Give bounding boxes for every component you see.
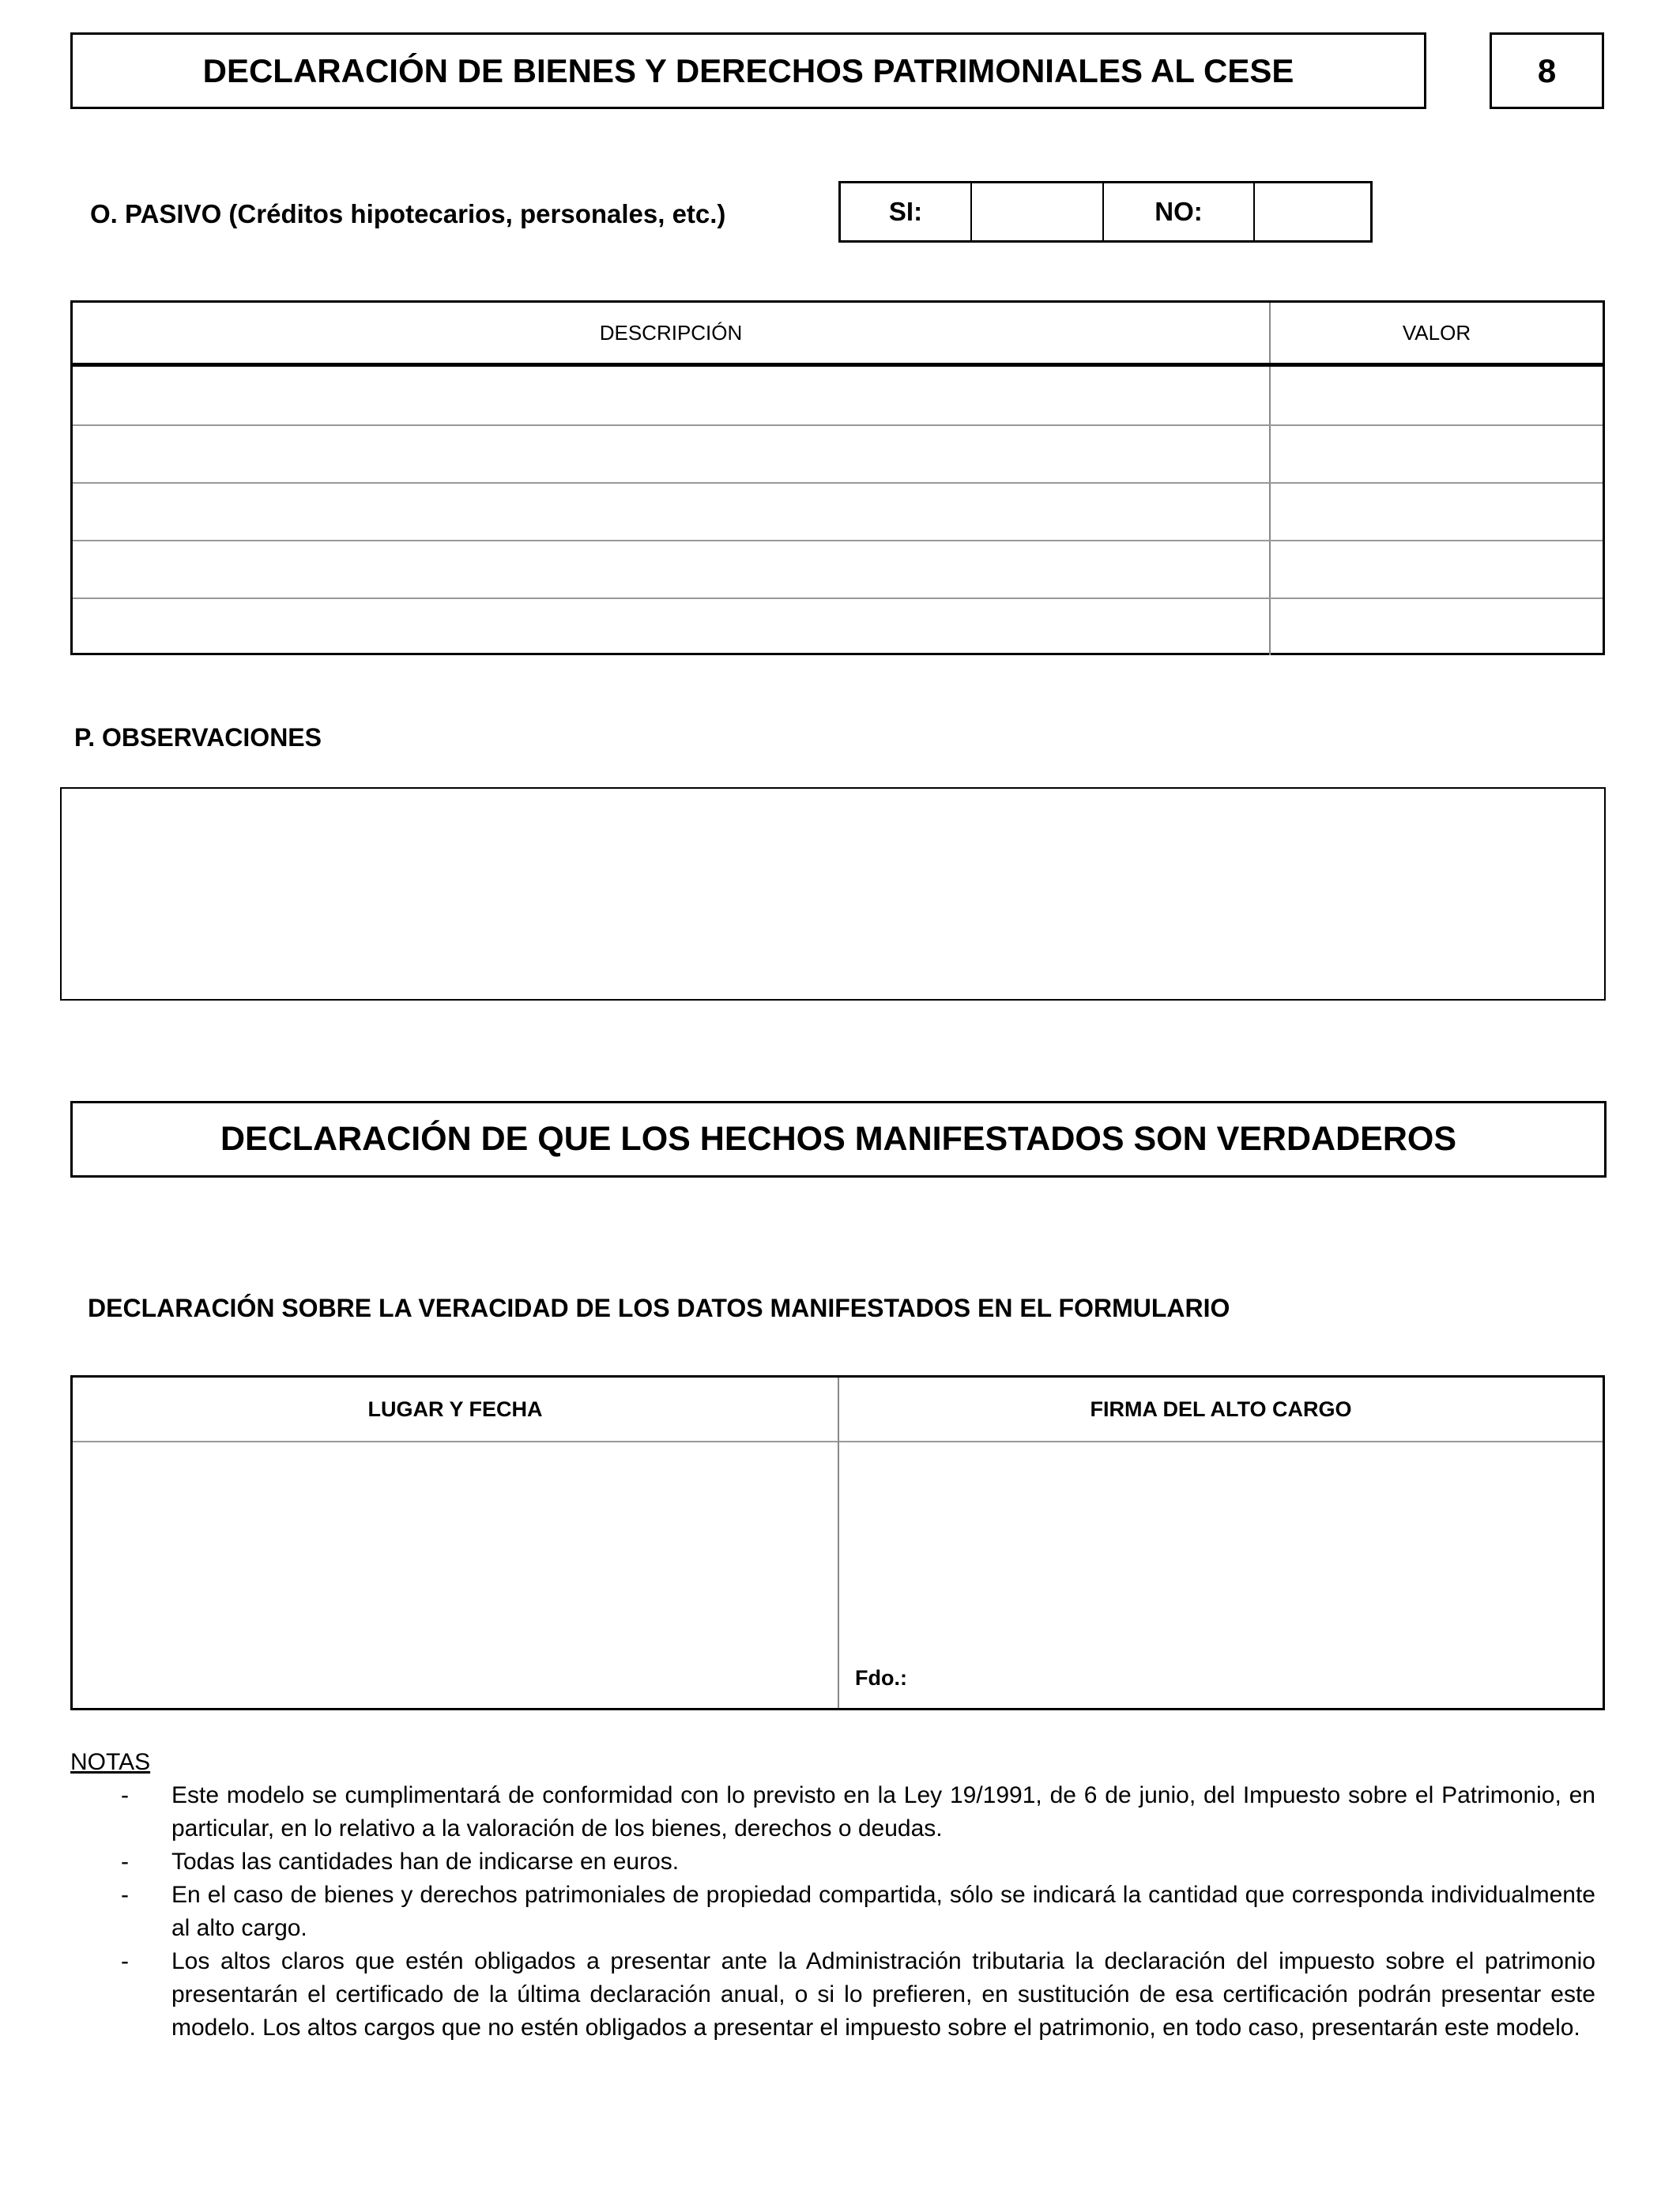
form-title: DECLARACIÓN DE BIENES Y DERECHOS PATRIMONIALES AL CESE [70,32,1426,109]
section-observaciones-title: P. OBSERVACIONES [74,723,322,752]
descripcion-input[interactable] [73,426,1271,482]
signature-header: FIRMA DEL ALTO CARGO [839,1378,1603,1442]
list-item [70,1945,1595,2045]
place-date-header: LUGAR Y FECHA [73,1378,838,1442]
table-row [73,367,1603,424]
liabilities-table [70,300,1605,655]
notes-title: NOTAS [70,1749,151,1775]
table-row [73,482,1603,540]
no-checkbox-field[interactable] [1255,183,1370,240]
column-header-descripcion: DESCRIPCIÓN [73,303,1271,363]
bullet-dash: - [121,1849,129,1875]
yes-label: SI: [841,183,972,240]
descripcion-input[interactable] [73,599,1271,655]
signature-column [839,1378,1603,1708]
no-label: NO: [1104,183,1255,240]
valor-input[interactable] [1271,426,1603,482]
table-header-row [73,303,1603,367]
table-row [73,540,1603,598]
bullet-dash: - [121,1948,129,1974]
descripcion-input[interactable] [73,484,1271,540]
yes-checkbox-field[interactable] [972,183,1104,240]
declaration-subtitle: DECLARACIÓN SOBRE LA VERACIDAD DE LOS DATOS MANIFESTADOS EN EL FORMULARIO [88,1294,1230,1322]
valor-input[interactable] [1271,367,1603,424]
bullet-dash: - [121,1882,129,1908]
descripcion-input[interactable] [73,541,1271,598]
table-row [73,424,1603,482]
signature-field[interactable] [839,1442,1603,1708]
declaration-title: DECLARACIÓN DE QUE LOS HECHOS MANIFESTADOS SON VERDADEROS [70,1101,1607,1178]
pasivo-yes-no-selector [838,181,1373,243]
note-text: Los altos claros que estén obligados a presentar ante la Administración tributaria la declaración del impuesto sobre el patrimonio presentarán el certificado de la última declaración anual, o si lo prefieren, en sustitución de esa certificación podrán presentar este modelo. Los altos cargos que no estén obligados a presentar el impuesto sobre el patrimonio, en todo caso, presentarán este modelo. [171,1948,1595,2041]
note-text: Todas las cantidades han de indicarse en euros. [171,1849,680,1875]
note-text: Este modelo se cumplimentará de conformidad con lo previsto en la Ley 19/1991, de 6 de junio, del Impuesto sobre el Patrimonio, en particular, en lo relativo a la valoración de los bienes, derechos o deudas. [171,1782,1595,1842]
observaciones-textarea[interactable] [60,787,1606,1001]
place-date-field[interactable] [73,1442,838,1708]
column-header-valor: VALOR [1402,320,1471,345]
valor-input[interactable] [1271,599,1603,655]
valor-input[interactable] [1271,484,1603,540]
descripcion-input[interactable] [73,367,1271,424]
notes-list [70,1779,1595,2045]
section-pasivo-title: O. PASIVO (Créditos hipotecarios, personales, etc.) [90,199,726,228]
page-number: 8 [1490,32,1604,109]
note-text: En el caso de bienes y derechos patrimoniales de propiedad compartida, sólo se indicará la cantidad que corresponda individualmente al alto cargo. [171,1882,1595,1941]
signature-table [70,1375,1605,1710]
list-item [70,1845,1595,1879]
signature-label: Fdo.: [855,1666,907,1690]
valor-input[interactable] [1271,541,1603,598]
list-item [70,1779,1595,1845]
place-date-column [73,1378,839,1708]
table-row [73,598,1603,655]
list-item [70,1879,1595,1945]
bullet-dash: - [121,1782,129,1808]
